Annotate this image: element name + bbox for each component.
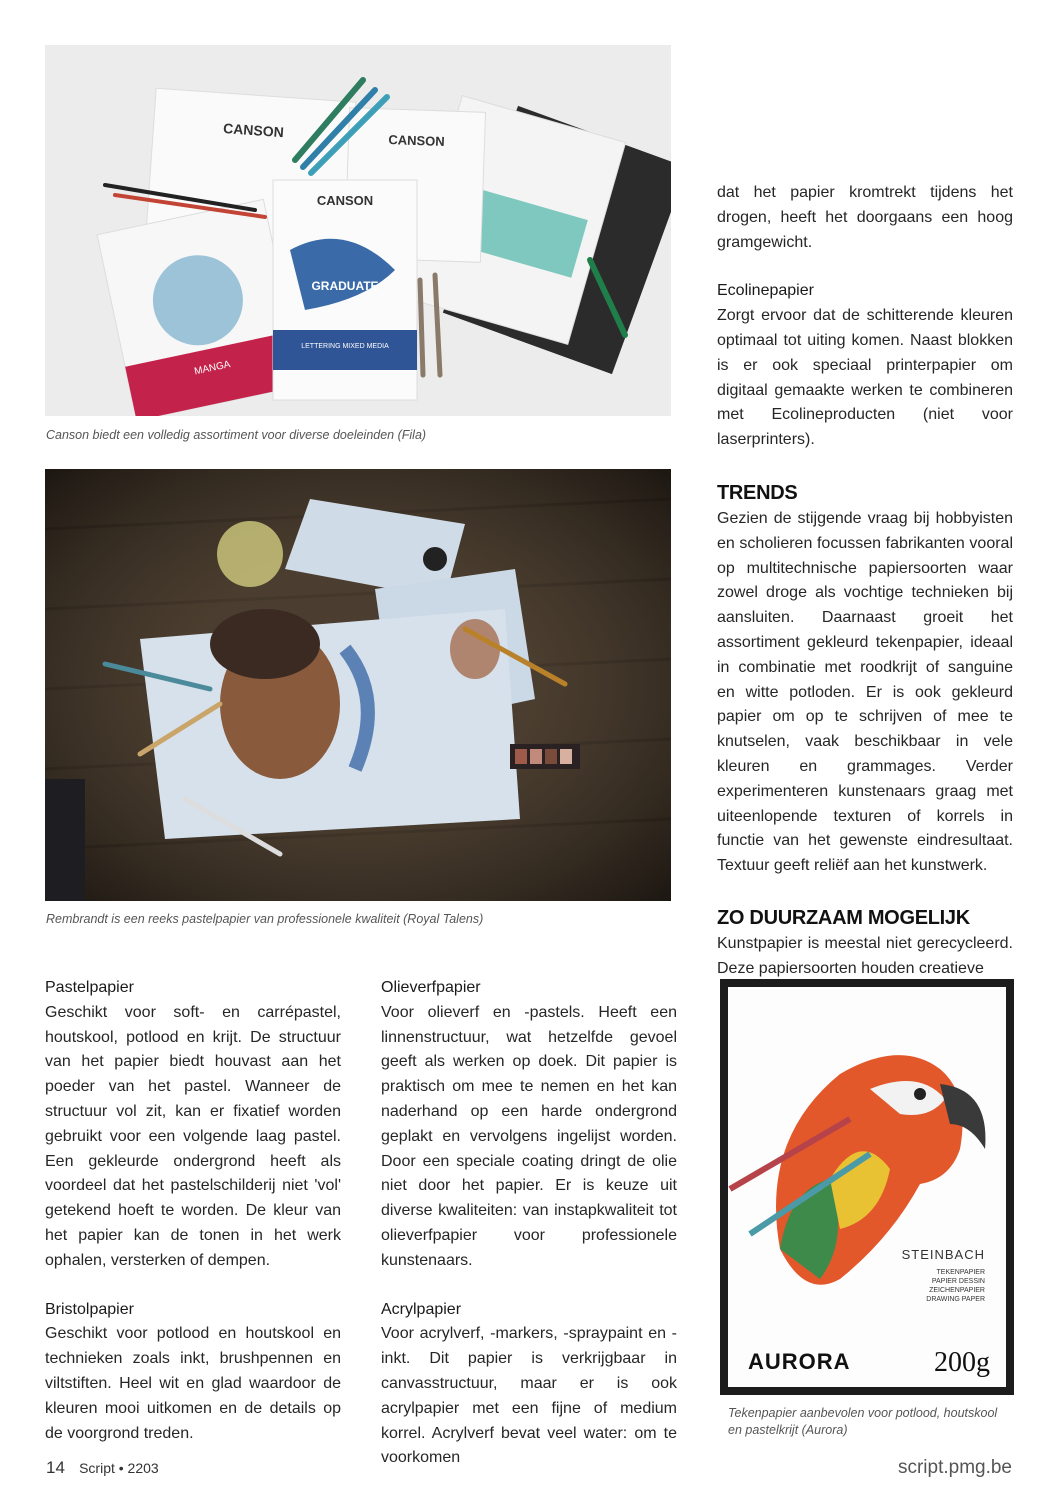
aurora-caption: Tekenpapier aanbevolen voor potlood, houtskool en pastelkrijt (Aurora) bbox=[728, 1406, 998, 1437]
rembrandt-caption: Rembrandt is een reeks pastelpapier van professionele kwaliteit (Royal Talens) bbox=[46, 912, 484, 926]
pastel-title: Pastelpapier bbox=[45, 979, 134, 996]
middle-column bbox=[381, 976, 677, 1471]
aurora-line-3: ZEICHENPAPIER bbox=[929, 1287, 985, 1294]
graduate-label: GRADUATE bbox=[311, 279, 379, 293]
aurora-illustration bbox=[720, 979, 1014, 1395]
pastel-text: Geschikt voor soft- en carrépastel, houtskool, potlood en krijt. De structuur van het papier biedt houvast aan het poeder van het pastel. Wanneer de structuur vol zit, kan er fixatief worden gebruikt voor een volgende laag pastel. Een gekleurde ondergrond heeft als voordeel dat het pastelschilderij niet 'vol' getekend hoeft te worden. De kleur van het papier kan de tonen in het werk ophalen, versterken of dempen. bbox=[45, 1003, 341, 1269]
right-column bbox=[717, 181, 1013, 982]
bristol-title: Bristolpapier bbox=[45, 1300, 134, 1318]
page-number: 14 bbox=[46, 1458, 65, 1477]
trends-text: Gezien de stijgende vraag bij hobbyisten en scholieren focussen fabrikanten vooral op multitechnische papiersoorten waar zowel droge als vochtige technieken bij aansluiten. Daarnaast groeit het assortiment gekleurd tekenpapier, ideaal in combinatie met roodkrijt of sanguine en witte potloden. Er is ook gekleurd papier om op te schrijven of mee te knutselen, vaak beschikbaar in vele kleuren en grammages. Verder experimenteren kunstenaars graag met uiteenlopende texturen of korrels in functie van het gewenste eindresultaat. Textuur geeft reliëf aan het kunstwerk. bbox=[717, 509, 1013, 875]
aurora-brand: AURORA bbox=[748, 1349, 851, 1374]
canson-label-2: CANSON bbox=[388, 132, 445, 150]
bristol-text: Geschikt voor potlood en houtskool en technieken zoals inkt, brushpennen en viltstiften. Heel wit en glad waardoor de kleuren mooi uitkomen en de details op de voorgrond treden. bbox=[45, 1325, 341, 1442]
ecoline-title: Ecolinepapier bbox=[717, 282, 814, 300]
aurora-product: STEINBACH bbox=[901, 1247, 985, 1262]
acryl-text: Voor acrylverf, -markers, -spraypaint en -inkt. Dit papier is verkrijgbaar in canvasstructuur, maar er is ook acrylpapier met een fijne of medium korrel. Acrylverf bevat veel water: om te voorkomen bbox=[381, 1325, 677, 1467]
canson-caption: Canson biedt een volledig assortiment voor diverse doeleinden (Fila) bbox=[46, 428, 427, 442]
intro-text: dat het papier kromtrekt tijdens het drogen, heeft het doorgaans een hoog gramgewicht. bbox=[717, 184, 1013, 251]
lettering-label: LETTERING MIXED MEDIA bbox=[301, 343, 389, 350]
olie-text: Voor olieverf en -pastels. Heeft een linnenstructuur, wat hetzelfde gevoel geeft als werken op doek. Dit papier is praktisch om mee te nemen en het kan naderhand op een harde ondergrond geplakt en vervolgens ingelijst worden. Door een speciale coating dringt de olie niet door het papier. Er is keuze uit diverse kwaliteiten: van instapkwaliteit tot olieverfpapier voor professionele kunstenaars. bbox=[381, 1003, 677, 1269]
ecoline-text: Zorgt ervoor dat de schitterende kleuren optimaal tot uiting komen. Naast blokken is er ook speciaal printerpapier om digitaal gemaakte werken te combineren met Ecolineproducten (niet voor laserprinters). bbox=[717, 307, 1013, 449]
footer-left bbox=[46, 1458, 159, 1478]
aurora-photo bbox=[720, 979, 1014, 1395]
canson-label-3: CANSON bbox=[316, 193, 374, 208]
canson-photo bbox=[45, 45, 671, 416]
manga-label: MANGA bbox=[193, 359, 232, 378]
site-link[interactable]: script.pmg.be bbox=[897, 1457, 1012, 1478]
acryl-title: Acrylpapier bbox=[381, 1300, 462, 1318]
aurora-weight: 200g bbox=[934, 1347, 990, 1378]
aurora-line-4: DRAWING PAPER bbox=[926, 1296, 985, 1303]
rembrandt-photo bbox=[45, 469, 671, 901]
canson-illustration bbox=[45, 45, 671, 416]
trends-title: TRENDS bbox=[717, 481, 798, 504]
issue-label: Script • 2203 bbox=[79, 1460, 159, 1476]
duurzaam-text: Kunstpapier is meestal niet gerecycleerd. Deze papiersoorten houden creatieve bbox=[717, 934, 1013, 977]
rembrandt-illustration bbox=[45, 469, 671, 901]
duurzaam-title: ZO DUURZAAM MOGELIJK bbox=[717, 906, 970, 929]
aurora-line-1: TEKENPAPIER bbox=[936, 1269, 985, 1276]
canson-label-1: CANSON bbox=[222, 120, 285, 141]
olie-title: Olieverfpapier bbox=[381, 979, 481, 996]
left-column bbox=[45, 976, 341, 1446]
aurora-line-2: PAPIER DESSIN bbox=[931, 1278, 985, 1285]
